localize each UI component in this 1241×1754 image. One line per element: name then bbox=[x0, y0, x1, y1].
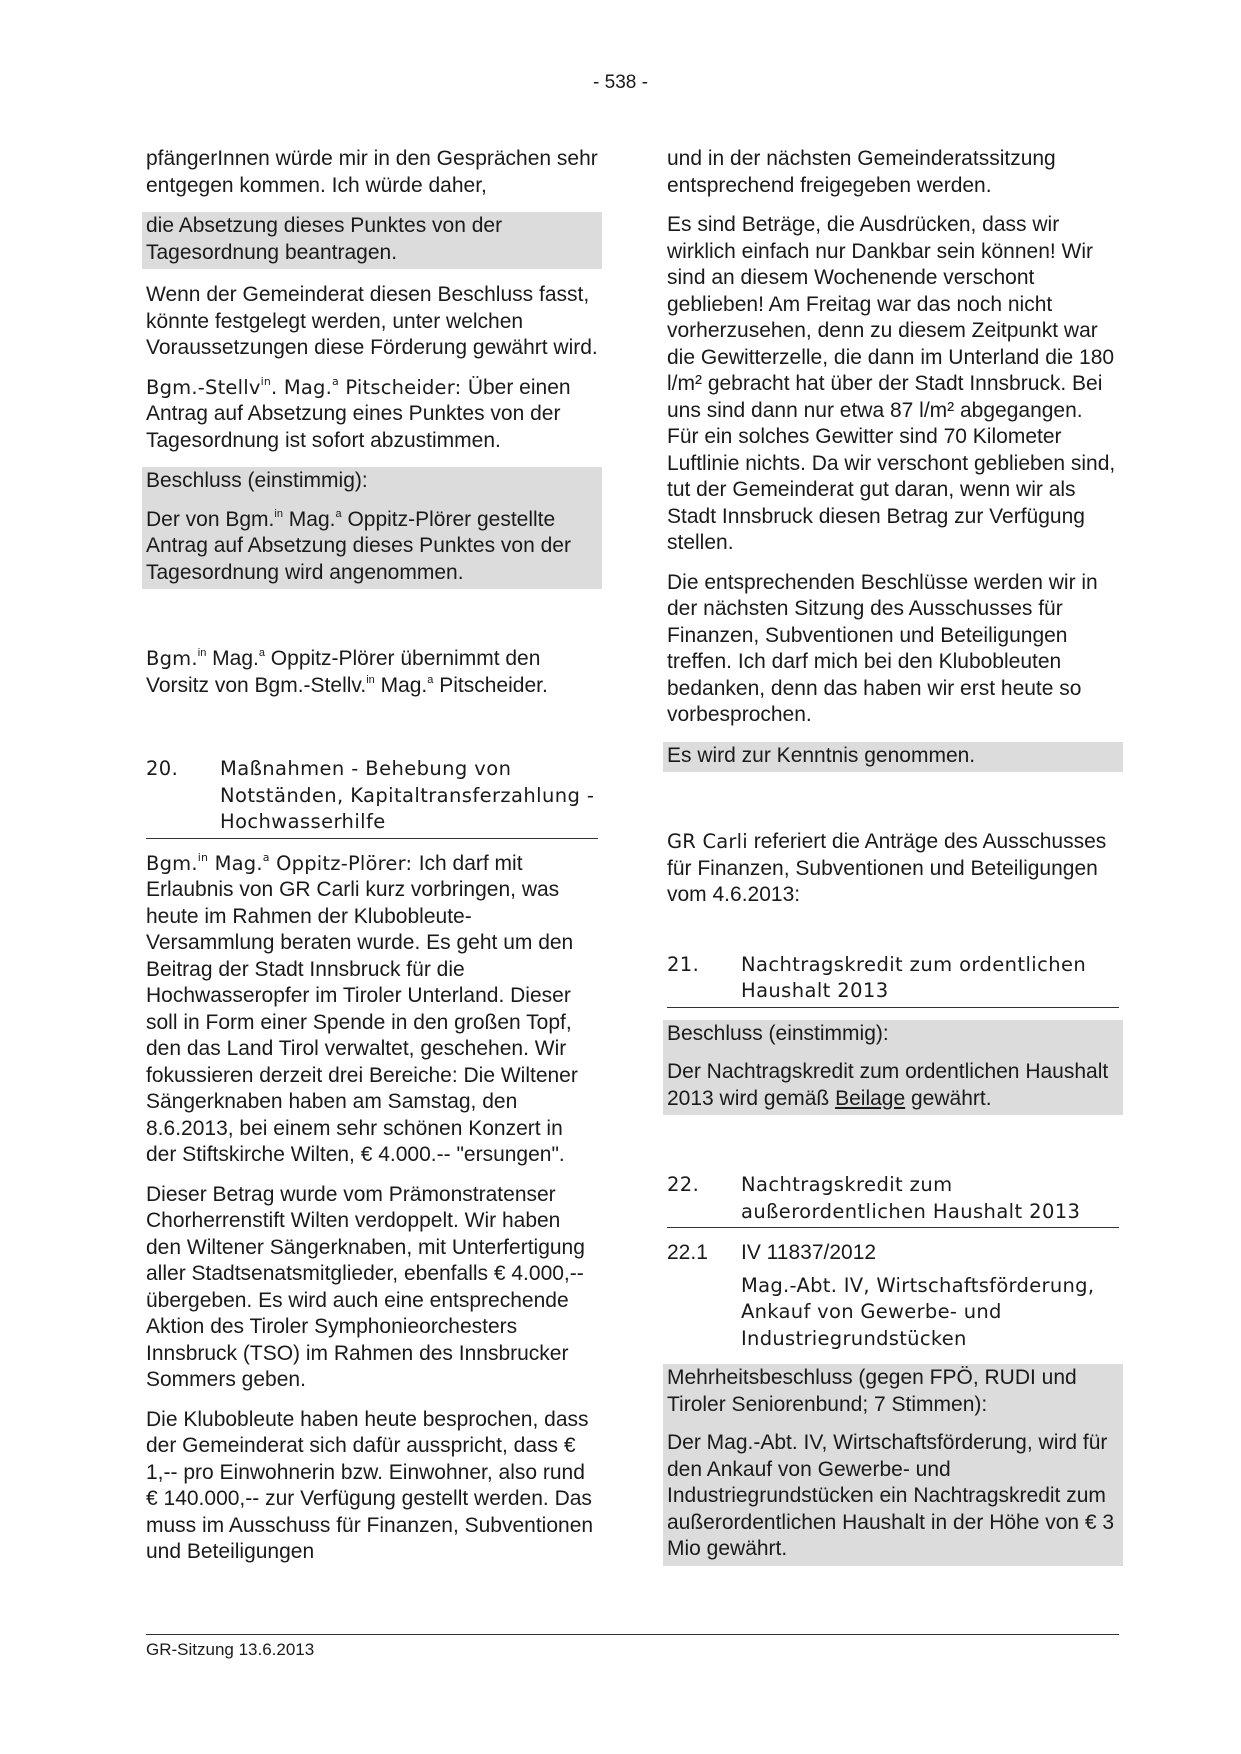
paragraph: Die entsprechenden Beschlüsse werden wir in der nächsten Sitzung des Ausschusses für Finanzen, Subventionen und Beteiligungen treffen. Ich darf mich bei den Klubobleuten bedanken, denn das haben wir erst heute so vorbesprochen. bbox=[667, 570, 1098, 726]
right-column bbox=[667, 146, 1119, 1579]
notice-box bbox=[663, 742, 1123, 773]
paragraph: Es sind Beträge, die Ausdrücken, dass wir wirklich einfach nur Dankbar sein können! Wir sind an diesem Wochenende verschont geblieben! Am Freitag war das noch nicht vorherzusehen, denn zu diesem Zeitpunkt war die Gewitterzelle, die dann im Unterland die 180 l/m² gebracht hat über der Stadt Innsbruck. Bei uns sind dann nur etwa 87 l/m² abgegangen. Für ein solches Gewitter sind 70 Kilometer Luftlinie nichts. Da wir verschont geblieben sind, tut der Gemeinderat gut daran, wenn wir als Stadt Innsbruck diesen Betrag zur Verfügung stellen. bbox=[667, 213, 1116, 554]
sub-item-id: IV 11837/2012 bbox=[741, 1241, 877, 1264]
motion-box bbox=[142, 212, 602, 269]
agenda-item-heading bbox=[146, 756, 598, 839]
resolution-text: Der Mag.-Abt. IV, Wirtschaftsförderung, wird für den Ankauf von Gewerbe- und Industriegrundstücken ein Nachtragskredit zum außerordentlichen Haushalt in der Höhe von € 3 Mio gewährt. bbox=[667, 1431, 1115, 1560]
footer: GR-Sitzung 13.6.2013 bbox=[146, 1640, 315, 1659]
chair-change-note: Bgm.$^{in}$ Mag.$^a$ Oppitz-Plörer übernimmt den Vorsitz von Bgm.-Stellv.$^{in}$ Mag.$^a$ Pitscheider. bbox=[146, 647, 548, 697]
attachment-link[interactable]: Beilage bbox=[835, 1086, 906, 1110]
resolution-text: Der von Bgm.$^{in}$ Mag.$^a$ Oppitz-Plörer gestellte Antrag auf Absetzung dieses Punktes von der Tagesordnung wird angenommen. bbox=[146, 507, 571, 584]
paragraph: Wenn der Gemeinderat diesen Beschluss fasst, könnte festgelegt werden, unter welchen Voraussetzungen diese Förderung gewährt wird. bbox=[146, 283, 598, 359]
sub-item-description: Mag.-Abt. IV, Wirtschaftsförderung, Ankauf von Gewerbe- und Industriegrundstücken bbox=[741, 1273, 1095, 1350]
paragraph: pfängerInnen würde mir in den Gesprächen sehr entgegen kommen. Ich würde daher, bbox=[146, 147, 598, 197]
sub-item-number: 22.1 bbox=[667, 1241, 708, 1264]
footer-divider bbox=[146, 1634, 1119, 1635]
resolution-box bbox=[663, 1020, 1123, 1116]
paragraph: Die Klubobleute haben heute besprochen, dass der Gemeinderat sich dafür ausspricht, dass € 1,-- pro Einwohnerin bzw. Einwohner, also rund € 140.000,-- zur Verfügung gestellt werden. Das muss im Ausschuss für Finanzen, Subventionen und Beteiligungen bbox=[146, 1407, 594, 1563]
paragraph: und in der nächsten Gemeinderatssitzung entsprechend freigegeben werden. bbox=[667, 147, 1056, 197]
resolution-label: Mehrheitsbeschluss (gegen FPÖ, RUDI und Tiroler Seniorenbund; 7 Stimmen): bbox=[667, 1366, 1077, 1416]
agenda-item-number: 22. bbox=[667, 1173, 700, 1196]
motion-text: die Absetzung dieses Punktes von der Tagesordnung beantragen. bbox=[146, 214, 503, 264]
agenda-item-heading bbox=[667, 952, 1119, 1008]
speaker-name: Bgm.-Stellv$^{in}$. Mag.$^a$ Pitscheider: bbox=[146, 374, 468, 399]
resolution-box bbox=[663, 1364, 1123, 1566]
sub-item bbox=[667, 1240, 1119, 1267]
speech-paragraph: Bgm.-Stellv$^{in}$. Mag.$^a$ Pitscheider: Über einen Antrag auf Absetzung eines Punktes von der Tagesordnung ist sofort abzustimmen. bbox=[146, 374, 571, 452]
agenda-item-number: 21. bbox=[667, 952, 700, 976]
agenda-item-number: 20. bbox=[146, 757, 179, 780]
resolution-label: Beschluss (einstimmig): bbox=[146, 469, 368, 492]
agenda-item-title: Nachtragskredit zum außerordentlichen Haushalt 2013 bbox=[741, 1173, 1081, 1223]
speaker-name: GR Carli bbox=[667, 830, 748, 853]
agenda-item-title: Maßnahmen - Behebung von Notständen, Kapitaltransferzahlung - Hochwasserhilfe bbox=[220, 757, 595, 833]
resolution-box bbox=[142, 467, 602, 589]
agenda-item-title: Nachtragskredit zum ordentlichen Haushalt 2013 bbox=[741, 952, 1087, 1002]
report-intro: GR Carli referiert die Anträge des Ausschusses für Finanzen, Subventionen und Beteiligungen vom 4.6.2013: bbox=[667, 830, 1107, 906]
speaker-name: Bgm.$^{in}$ Mag.$^a$ Oppitz-Plörer: bbox=[146, 850, 419, 875]
resolution-text: Der Nachtragskredit zum ordentlichen Haushalt 2013 wird gemäß Beilage gewährt. bbox=[667, 1060, 1109, 1110]
resolution-label: Beschluss (einstimmig): bbox=[667, 1021, 889, 1045]
notice-text: Es wird zur Kenntnis genommen. bbox=[667, 743, 976, 767]
speech-paragraph: Bgm.$^{in}$ Mag.$^a$ Oppitz-Plörer: Ich darf mit Erlaubnis von GR Carli kurz vorbringen, was heute im Rahmen der Klubobleute-Versammlung beraten wurde. Es geht um den Beitrag der Stadt Innsbruck für die Hochwasseropfer im Tiroler Unterland. Dieser soll in Form einer Spende in den großen Topf, den das Land Tirol verwaltet, geschehen. Wir fokussieren derzeit drei Bereiche: Die Wiltener Sängerknaben haben am Samstag, den 8.6.2013, bei einem sehr schönen Konzert in der Stiftskirche Wilten, € 4.000.-- "ersungen". bbox=[146, 850, 578, 1166]
paragraph: Dieser Betrag wurde vom Prämonstratenser Chorherrenstift Wilten verdoppelt. Wir haben den Wiltener Sängerknaben, mit Unterfertigung aller Stadtsenatsmitglieder, ebenfalls € 4.000,-- übergeben. Es wird auch eine entsprechende Aktion des Tiroler Symphonieorchesters Innsbruck (TSO) im Rahmen des Innsbrucker Sommers geben. bbox=[146, 1182, 585, 1391]
left-column bbox=[146, 146, 598, 1579]
agenda-item-heading bbox=[667, 1172, 1119, 1228]
page-number: - 538 - bbox=[593, 72, 648, 93]
